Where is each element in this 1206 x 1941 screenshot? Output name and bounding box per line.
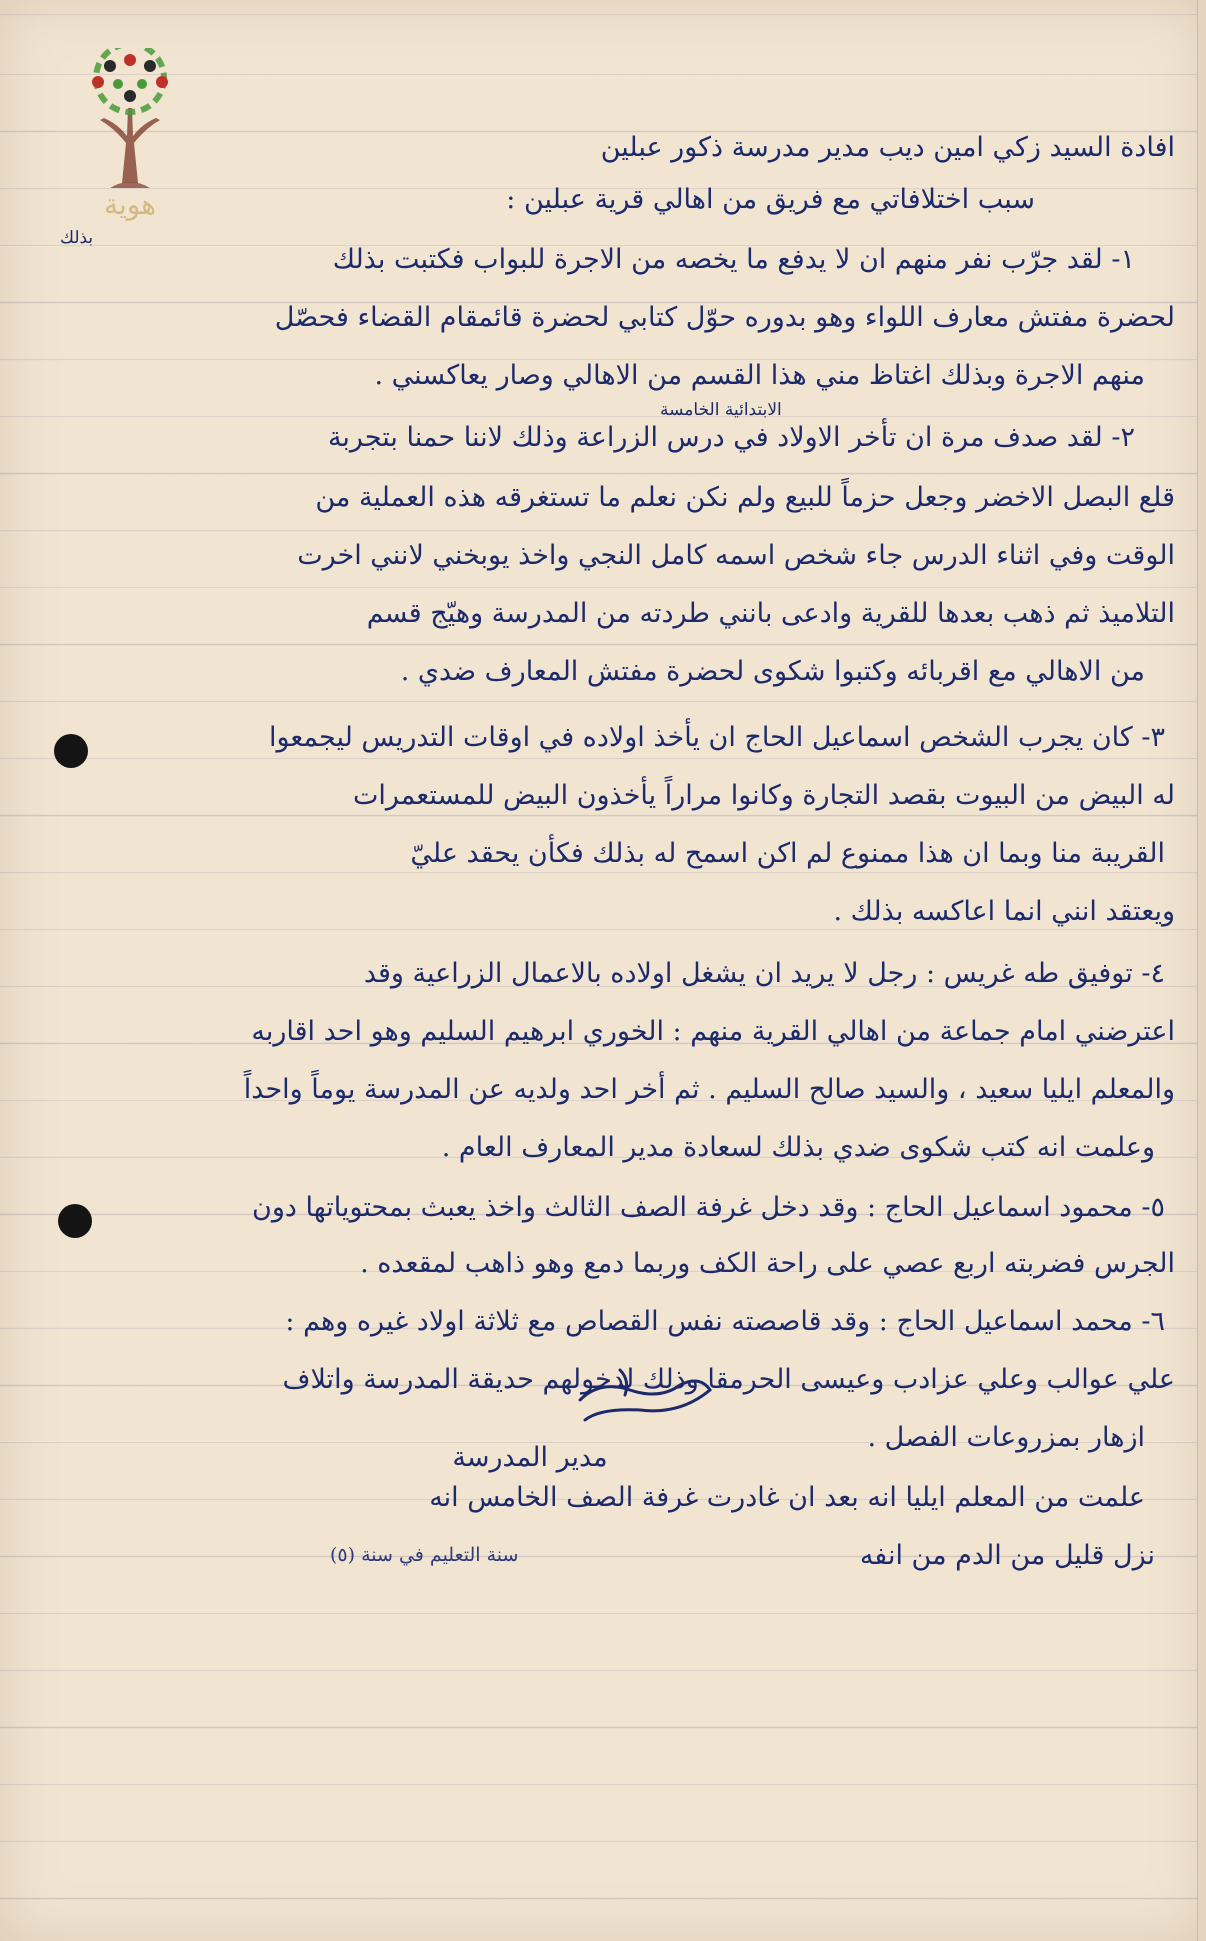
- punch-hole: [54, 734, 88, 768]
- letter-line: والمعلم ايليا سعيد ، والسيد صالح السليم . ثم أخر احد ولديه عن المدرسة يوماً واحداً: [243, 1074, 1175, 1105]
- letter-line: قلع البصل الاخضر وجعل حزماً للبيع ولم نكن نعلم ما تستغرقه هذه العملية من: [315, 482, 1175, 513]
- letter-line: لحضرة مفتش معارف اللواء وهو بدوره حوّل كتابي لحضرة قائمقام القضاء فحصّل: [274, 302, 1175, 333]
- logo-wordmark: هوية: [103, 188, 157, 221]
- inserted-word: الابتدائية الخامسة: [660, 400, 782, 420]
- letter-line: علمت من المعلم ايليا انه بعد ان غادرت غرفة الصف الخامس انه: [429, 1482, 1145, 1513]
- letter-line: ١- لقد جرّب نفر منهم ان لا يدفع ما يخصه من الاجرة للبواب فكتبت بذلك: [332, 244, 1135, 275]
- letter-line: ٦- محمد اسماعيل الحاج : وقد قاصصته نفس القصاص مع ثلاثة اولاد غيره وهم :: [285, 1306, 1165, 1337]
- signature: [560, 1360, 720, 1440]
- letter-line: من الاهالي مع اقربائه وكتبوا شكوى لحضرة مفتش المعارف ضدي .: [400, 656, 1145, 687]
- letter-line: اعترضني امام جماعة من اهالي القرية منهم : الخوري ابرهيم السليم وهو احد اقاربه: [251, 1016, 1175, 1047]
- signature-title: مدير المدرسة: [452, 1442, 608, 1473]
- letter-line: علي عوالب وعلي عزادب وعيسى الحرمقا وذلك لدخولهم حديقة المدرسة واتلاف: [282, 1364, 1175, 1395]
- letter-line: نزل قليل من الدم من انفه: [859, 1540, 1155, 1571]
- letter-line: ٢- لقد صدف مرة ان تأخر الاولاد في درس الزراعة وذلك لاننا حمنا بتجربة: [327, 422, 1135, 453]
- letter-line: التلاميذ ثم ذهب بعدها للقرية وادعى بانني طردته من المدرسة وهيّج قسم: [366, 598, 1175, 629]
- inserted-word: بذلك: [60, 228, 94, 248]
- letter-line: منهم الاجرة وبذلك اغتاظ مني هذا القسم من الاهالي وصار يعاكسني .: [374, 360, 1145, 391]
- reference-note: سنة التعليم في سنة (٥): [330, 1544, 519, 1566]
- letter-line: ازهار بمزروعات الفصل .: [867, 1422, 1145, 1453]
- letter-line: ويعتقد انني انما اعاكسه بذلك .: [833, 896, 1175, 927]
- letter-line: القريبة منا وبما ان هذا ممنوع لم اكن اسمح له بذلك فكأن يحقد عليّ: [410, 838, 1165, 869]
- page-edge: [1197, 0, 1206, 1941]
- letter-line: ٥- محمود اسماعيل الحاج : وقد دخل غرفة الصف الثالث واخذ يعبث بمحتوياتها دون: [252, 1192, 1165, 1223]
- letter-line: وعلمت انه كتب شكوى ضدي بذلك لسعادة مدير المعارف العام .: [441, 1132, 1155, 1163]
- letter-line: ٤- توفيق طه غريس : رجل لا يريد ان يشغل اولاده بالاعمال الزراعية وقد: [363, 958, 1165, 989]
- letter-header: افادة السيد زكي امين ديب مدير مدرسة ذكور عبلين: [600, 132, 1175, 163]
- punch-hole: [58, 1204, 92, 1238]
- letter-line: ٣- كان يجرب الشخص اسماعيل الحاج ان يأخذ اولاده في اوقات التدريس ليجمعوا: [268, 722, 1165, 753]
- letter-line: الجرس فضربته اربع عصي على راحة الكف وربما دمع وهو ذاهب لمقعده .: [360, 1248, 1175, 1279]
- letter-line: الوقت وفي اثناء الدرس جاء شخص اسمه كامل النجي واخذ يوبخني لانني اخرت: [297, 540, 1175, 571]
- letter-intro: سبب اختلافاتي مع فريق من اهالي قرية عبلين :: [506, 184, 1035, 215]
- letter-line: له البيض من البيوت بقصد التجارة وكانوا مراراً يأخذون البيض للمستعمرات: [352, 780, 1175, 811]
